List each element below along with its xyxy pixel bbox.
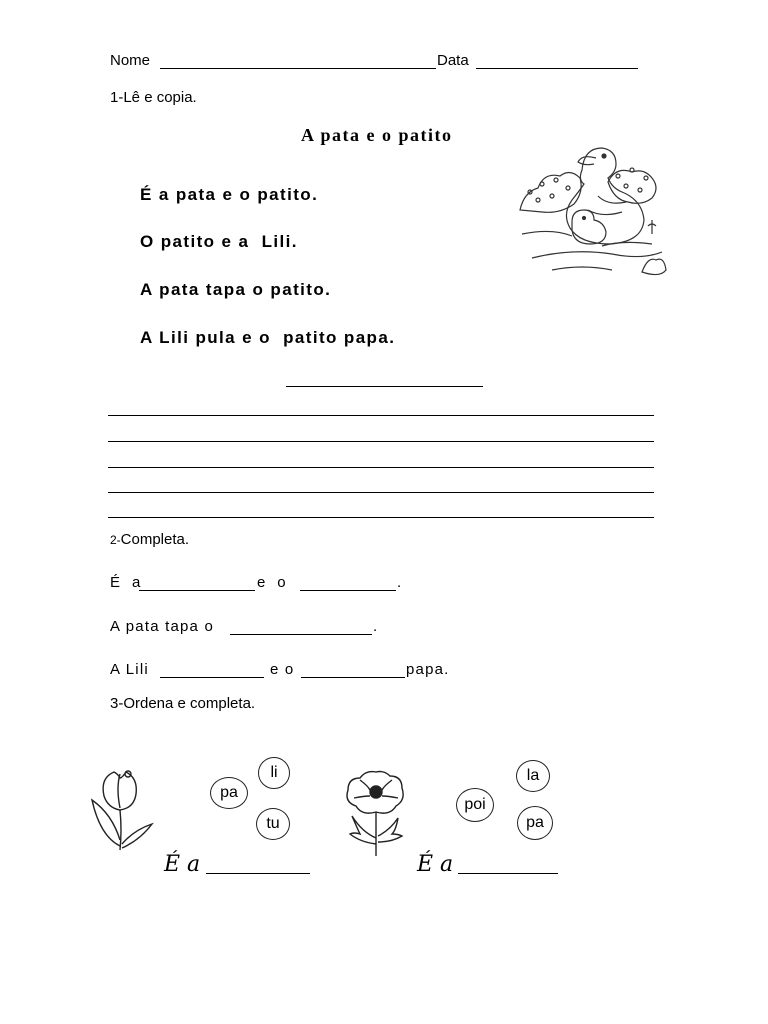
complete-2-blank[interactable] [230, 634, 372, 635]
complete-1-pre: É a [110, 574, 142, 591]
date-label: Data [437, 52, 469, 69]
complete-1-end: . [397, 574, 402, 591]
name-label: Nome [110, 52, 151, 69]
syllable-bubble[interactable]: poi [456, 788, 494, 822]
syllable-bubble[interactable]: la [516, 760, 550, 792]
syllable-bubble[interactable]: pa [210, 777, 248, 809]
complete-1-blank-1[interactable] [139, 590, 255, 591]
copy-line-2[interactable] [108, 441, 654, 442]
complete-1-mid: e o [257, 574, 287, 591]
copy-line-4[interactable] [108, 492, 654, 493]
duck-illustration [512, 140, 672, 290]
answer-line-1[interactable] [206, 873, 310, 874]
complete-3-end: papa. [406, 661, 450, 678]
complete-1-blank-2[interactable] [300, 590, 396, 591]
syllable-bubble[interactable]: li [258, 757, 290, 789]
complete-3-blank-1[interactable] [160, 677, 264, 678]
name-field-line[interactable] [160, 68, 436, 69]
copy-line-3[interactable] [108, 467, 654, 468]
copy-line-5[interactable] [108, 517, 654, 518]
answer-line-2[interactable] [458, 873, 558, 874]
syllable-bubble[interactable]: pa [517, 806, 553, 840]
answer-prompt-1: É a [164, 852, 201, 877]
answer-prompt-2: É a [417, 852, 454, 877]
date-field-line[interactable] [476, 68, 638, 69]
complete-3-blank-2[interactable] [301, 677, 405, 678]
complete-2-pre: A pata tapa o [110, 618, 215, 635]
exercise-2-instruction [110, 531, 189, 549]
exercise-3-instruction: 3-Ordena e completa. [110, 695, 256, 712]
sentence-4: A Lili pula e o patito papa. [140, 328, 396, 347]
tulip-illustration [86, 766, 156, 856]
copy-line-1[interactable] [108, 415, 654, 416]
poppy-illustration [340, 768, 414, 860]
story-title: A pata e o patito [301, 125, 453, 145]
exercise-2-number: 2- [110, 533, 121, 547]
sentence-1: É a pata e o patito. [140, 185, 319, 204]
syllable-bubble[interactable]: tu [256, 808, 290, 840]
exercise-1-instruction: 1-Lê e copia. [110, 89, 197, 106]
sentence-2: O patito e a Lili. [140, 232, 298, 251]
complete-3-pre: A Lili [110, 661, 149, 678]
complete-3-mid: e o [270, 661, 295, 678]
exercise-2-text: Completa. [120, 531, 190, 548]
complete-2-end: . [373, 618, 378, 635]
copy-title-line[interactable] [286, 386, 483, 387]
sentence-3: A pata tapa o patito. [140, 280, 332, 299]
